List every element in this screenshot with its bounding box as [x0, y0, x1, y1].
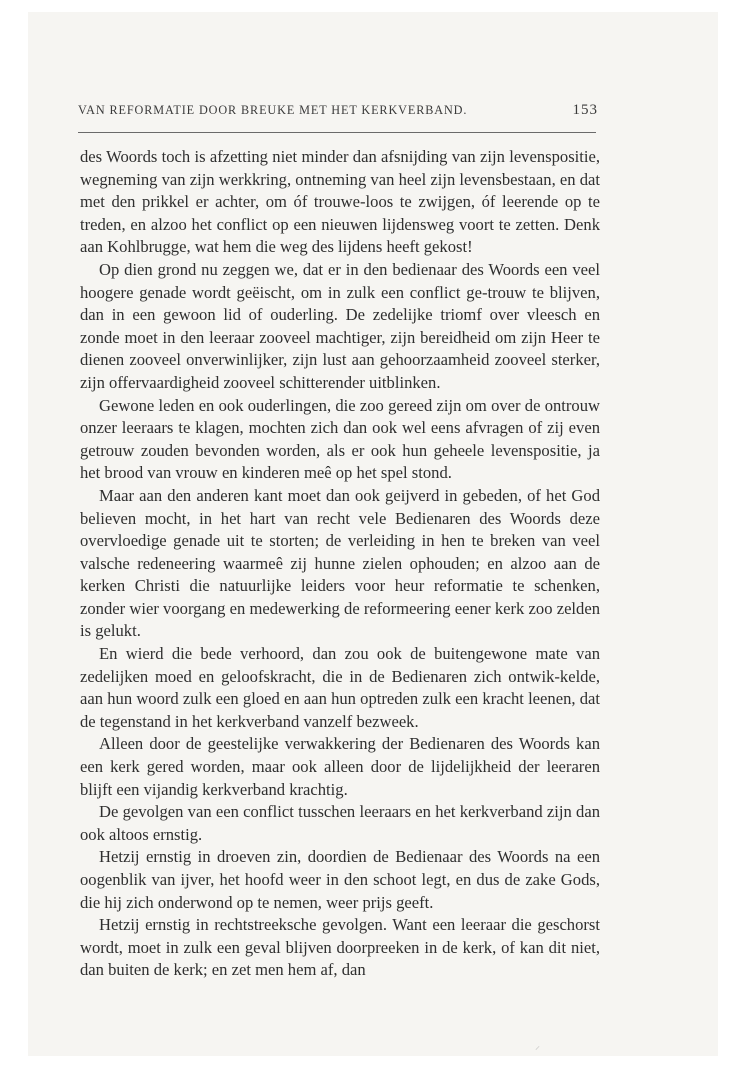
page-number: 153 [572, 102, 598, 118]
running-title: VAN REFORMATIE DOOR BREUKE MET HET KERKVERBAND. [78, 103, 468, 117]
paragraph: des Woords toch is afzetting niet minder dan afsnijding van zijn levenspositie, wegneming van zijn werkkring, ontneming van heel zijn levensbestaan, en dat met den prikkel er achter, om óf trouwe-loos te zwijgen, óf leerende op te treden, en alzoo het conflict op een nieuwen lijdensweg voort te zetten. Denk aan Kohlbrugge, wat hem die weg des lijdens heeft gekost! [80, 147, 600, 257]
page-smudge: ⸝ [535, 1041, 540, 1052]
paragraph: En wierd die bede verhoord, dan zou ook de buitengewone mate van zedelijken moed en geloofskracht, die in de Bedienaren zich ontwik-kelde, aan hun woord zulk een gloed en aan hun optreden zulk een kracht leenen, dat de tegenstand in het kerkverband vanzelf bezweek. [80, 644, 600, 731]
paragraph: De gevolgen van een conflict tusschen leeraars en het kerkverband zijn dan ook altoos ernstig. [80, 802, 600, 844]
header-rule [78, 132, 596, 133]
paragraph: Op dien grond nu zeggen we, dat er in den bedienaar des Woords een veel hoogere genade wordt geëischt, om in zulk een conflict ge-trouw te blijven, dan in een gewoon lid of ouderling. De zedelijke triomf over vleesch en zonde moet in den leeraar zooveel machtiger, zijn bereidheid om zijn Heer te dienen zooveel onverwinlijker, zijn lust aan gehoorzaamheid zooveel sterker, zijn offervaardigheid zooveel schitterender uitblinken. [80, 259, 600, 392]
paragraph: Hetzij ernstig in droeven zin, doordien de Bedienaar des Woords na een oogenblik van ijver, het hoofd weer in den schoot legt, en dus de zake Gods, die hij zich onderwond op te nemen, weer prijs geeft. [80, 847, 600, 912]
paragraph: Hetzij ernstig in rechtstreeksche gevolgen. Want een leeraar die geschorst wordt, moet in zulk een geval blijven doorpreeken in de kerk, of kan dit niet, dan buiten de kerk; en zet men hem af, dan [80, 915, 600, 980]
running-header [78, 102, 598, 119]
paragraph: Gewone leden en ook ouderlingen, die zoo gereed zijn om over de ontrouw onzer leeraars te klagen, mochten zich dan ook wel eens afvragen of zij even getrouw zouden bevonden worden, als er ook hun geheele levenspositie, ja het brood van vrouw en kinderen meê op het spel stond. [80, 395, 600, 483]
page-body [80, 146, 600, 982]
paragraph: Maar aan den anderen kant moet dan ook geijverd in gebeden, of het God believen mocht, in het hart van recht vele Bedienaren des Woords deze overvloedige genade uit te storten; de verleiding in hen te breken van veel valsche redeneering waarmeê zij hunne zielen ophouden; en alzoo aan de kerken Christi die natuurlijke leiders voor heur reformatie te schenken, zonder wier voorgang en medewerking de reformeering eener kerk zoo zelden is gelukt. [80, 485, 600, 641]
paragraph: Alleen door de geestelijke verwakkering der Bedienaren des Woords kan een kerk gered worden, maar ook alleen door de lijdelijkheid der leeraren blijft een vijandig kerkverband krachtig. [80, 734, 600, 799]
